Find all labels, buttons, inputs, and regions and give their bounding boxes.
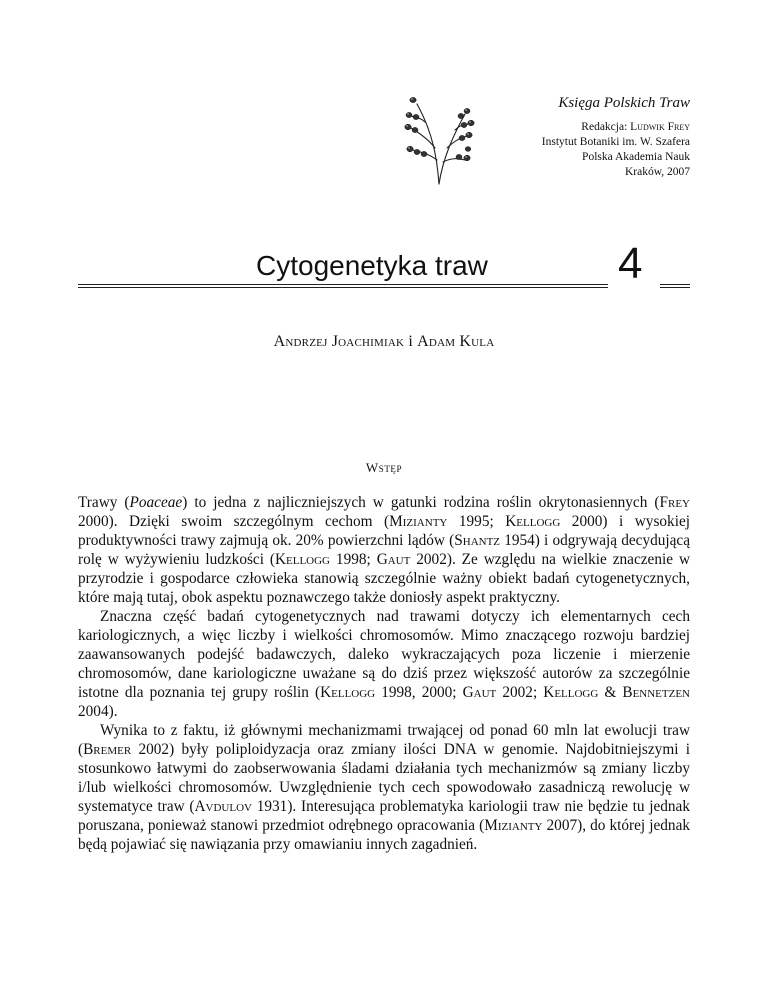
citation-author: Shantz [454, 532, 501, 549]
taxon-name: Poaceae [129, 494, 183, 511]
chapter-rule-right-top [660, 284, 690, 285]
paragraph-2: Znaczna część badań cytogenetycznych nad trawami dotyczy ich elementarnych cech kariologicznych, a więc liczby i wielkości chromosomów. Mimo znaczącego rozwoju bardziej zaawansowanych podejść badawczych, daleko wykraczających poza liczenie i mierzenie chromosomów, dane kariologiczne uważane są do dziś przez większość autorów za szczególnie istotne dla poznania tej grupy roślin (Kellogg 1998, 2000; Gaut 2002; Kellogg & Bennetzen 2004). [78, 608, 690, 720]
place-year: Kraków, 2007 [624, 166, 690, 178]
author-conjunction: i [404, 333, 418, 350]
grass-plant-logo-icon [395, 88, 495, 188]
citation-author: Avdulov [194, 798, 252, 815]
chapter-rule-left-top [78, 284, 608, 285]
citation-author: Frey [659, 494, 690, 511]
citation-author: Gaut [376, 551, 411, 568]
editor-name: Ludwik Frey [630, 121, 690, 133]
chapter-rule-right-bottom [660, 287, 690, 288]
body-text [78, 493, 690, 854]
paragraph-3: Wynika to z faktu, iż głównymi mechanizmami trwającej od ponad 60 mln lat ewolucji traw (Bremer 2002) były poliploidyzacja oraz zmiany ilości DNA w genomie. Najdobitniejszymi i stosunkowo łatwymi do zaobserwowania śladami działania tych mechanizmów są zmiany liczby i/lub wielkości chromosomów. Uwzględnienie tych cech spowodowało zasadniczą rewolucję w systematyce traw (Avdulov 1931). Interesująca problematyka kariologii traw nie będzie tu jednak poruszana, ponieważ stanowi przedmiot odrębnego opracowania (Mizianty 2007), do której jednak będą pojawiać się nawiązania przy omawianiu innych zagadnień. [78, 722, 691, 853]
citation-author: Kellogg [320, 684, 376, 701]
citation-author: Kellogg & Bennetzen [543, 684, 690, 701]
citation-author: Gaut [462, 684, 497, 701]
section-heading: Wstęp [365, 460, 403, 475]
author-2: Adam Kula [417, 333, 495, 350]
citation-author: Mizianty [484, 817, 543, 834]
citation-author: Kellogg [505, 513, 561, 530]
citation-author: Mizianty [389, 513, 448, 530]
chapter-rule-left-bottom [78, 287, 608, 288]
series-title: Księga Polskich Traw [558, 95, 690, 111]
paragraph-1: Trawy (Poaceae) to jedna z najliczniejszych w gatunki rodzina roślin okrytonasiennych (Frey 2000). Dzięki swoim szczególnym cechom (Mizianty 1995; Kellogg 2000) i wysokiej produktywności trawy zajmują ok. 20% powierzchni lądów (Shantz 1954) i odgrywają decydującą rolę w wyżywieniu ludzkości (Kellogg 1998; Gaut 2002). Ze względu na wielkie znaczenie w przyrodzie i gospodarce człowieka stanowią szczególnie ważny obiekt badań cytogenetycznych, które mają tutaj, obok aspektu poznawczego także doniosły aspekt praktyczny. [78, 494, 691, 606]
author-1: Andrzej Joachimiak [273, 333, 405, 350]
chapter-title: Cytogenetyka traw [256, 250, 488, 281]
institute: Instytut Botaniki im. W. Szafera [541, 136, 690, 148]
academy: Polska Akademia Nauk [582, 151, 690, 163]
editor-line [542, 120, 690, 135]
editor-prefix: Redakcja: [581, 121, 631, 133]
chapter-heading [0, 240, 768, 300]
chapter-number: 4 [618, 239, 643, 288]
series-info [542, 95, 690, 180]
citation-author: Bremer [83, 741, 132, 758]
citation-author: Kellogg [274, 551, 331, 568]
authors [0, 333, 768, 351]
